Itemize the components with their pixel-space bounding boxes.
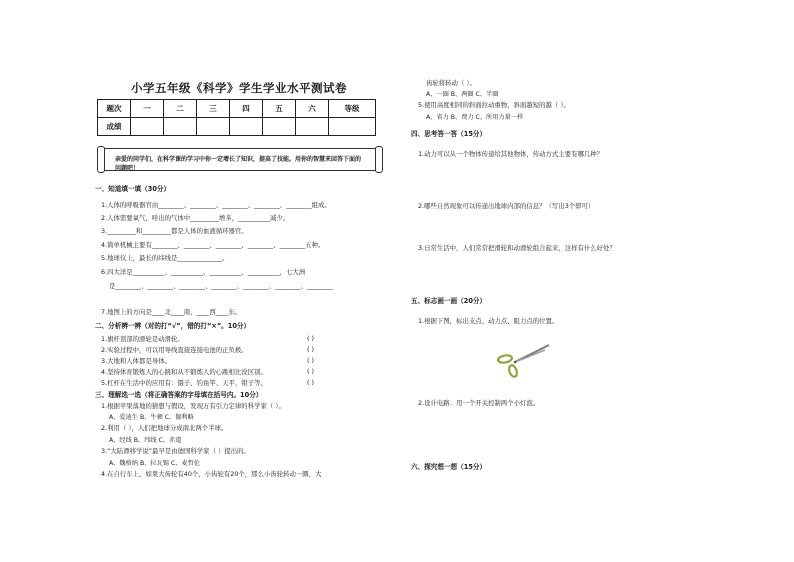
question: 5.使用高度相同的斜面拉动重物，斜面越短的越（ ）。	[418, 101, 570, 109]
score-header-cell: 六	[296, 100, 329, 118]
score-cell[interactable]	[329, 118, 376, 136]
question: 1.人体的呼吸器官由________、________、________、________、________组成。	[101, 201, 331, 209]
question: 3.日常生活中，人们常常把滑轮和动滑轮组合起来，这样有什么好处？	[418, 244, 616, 252]
score-header-cell: 四	[230, 100, 263, 118]
answer-bracket[interactable]: ( )	[307, 334, 315, 342]
score-cell[interactable]	[164, 118, 197, 136]
question: 3.“大陆漂移学说”最早是由德国科学家（ ）提出的。	[101, 447, 250, 455]
section-4-title: 四、思考答一答（15分）	[411, 130, 487, 138]
section-2-title: 二、分析辨一辨（对的打“√”，错的打“×”。10分）	[95, 322, 251, 330]
options: A、魏格纳 B、拉瓦锡 C、麦哲伦	[109, 460, 200, 467]
question: 是________、________、________、________、________、________、________	[109, 282, 333, 290]
question: 1.动力可以从一个物体传递给其他物体，传动方式主要有哪几种？	[418, 150, 604, 158]
options: A、一圈 B、两圈 C、半圈	[426, 91, 499, 98]
question: 1.根据苹果落地的猜想与假设，发现万有引力定律的科学家（ ）。	[101, 402, 285, 410]
scroll-curl-right	[375, 146, 383, 173]
score-cell[interactable]	[197, 118, 230, 136]
question: 5.地球仪上，最长的纬线是______________。	[101, 254, 229, 262]
score-header-cell: 等级	[329, 100, 376, 118]
question: 1.根据下图，标出支点、动力点、阻力点的位置。	[418, 317, 559, 325]
section-3-title: 三、理解选一选（将正确答案的字母填在括号内。10分）	[95, 391, 263, 399]
score-table-value-row	[98, 118, 376, 136]
question: 4.坚持体育锻炼人的心跳和从不锻炼人的心跳相比没区别。	[101, 368, 267, 376]
question: 2.利用（ ），人们把地球分成南北两个半球。	[101, 424, 228, 432]
question: 2.设计电路：用一个开关控制两个小灯泡。	[418, 399, 540, 407]
question: 4.在自行车上，如果大齿轮有40个，小齿轮有20个，那么小齿轮转动一圈，大	[101, 470, 322, 478]
score-row-label: 成绩	[98, 118, 131, 136]
question: 3._________和_________都是人体的血液循环器官。	[101, 227, 248, 235]
question: 4.简单机械主要有________、________、________、________、________五种。	[101, 241, 325, 249]
options: A、爱迪生 B、牛顿 C、伽利略	[109, 414, 194, 421]
answer-bracket[interactable]: ( )	[307, 356, 315, 364]
question: 2.实验过程中，可以用导线直接连接电池的正负极。	[101, 346, 248, 354]
score-cell[interactable]	[296, 118, 329, 136]
page-title: 小学五年级《科学》学生学业水平测试卷	[131, 81, 347, 95]
section-5-title: 五、标志画一画（20分）	[411, 297, 487, 305]
question: 1.旗杆顶部的滑轮是动滑轮。	[101, 335, 184, 343]
answer-bracket[interactable]: ( )	[307, 345, 315, 353]
score-cell[interactable]	[263, 118, 296, 136]
options: A、经线 B、纬线 C、赤道	[109, 437, 182, 444]
score-header-cell: 题次	[98, 100, 131, 118]
question: 2.哪些自然现象可以传递出地球内部的信息？（写出3个即可）	[418, 202, 595, 210]
scissors-illustration	[493, 340, 553, 378]
score-table-header-row	[98, 100, 376, 118]
intro-text: 亲爱的同学们，在科学课的学习中你一定增长了知识，提高了技能。用你的智慧来回答下面的问题吧！	[115, 156, 362, 172]
intro-scroll-banner	[97, 146, 383, 171]
score-cell[interactable]	[131, 118, 164, 136]
question: 7.地图上的方向是____北____南，____西____东。	[101, 308, 242, 316]
score-header-cell: 一	[131, 100, 164, 118]
section-1-title: 一、知道填一填（30分）	[95, 185, 171, 193]
question: 2.人体需要氧气，呼出的气体中_________增多，__________减少。	[101, 214, 290, 222]
score-header-cell: 三	[197, 100, 230, 118]
question: 5.杠杆在生活中的应用有：镊子、钓鱼竿、天平、钳子等。	[101, 379, 267, 387]
score-cell[interactable]	[230, 118, 263, 136]
section-6-title: 六、探究想一想（15分）	[411, 463, 487, 471]
question: 齿轮将转动（ ）。	[426, 79, 476, 87]
question: 6.四大洋是__________、__________、__________、__________，七大洲	[101, 268, 306, 276]
answer-bracket[interactable]: ( )	[307, 378, 315, 386]
options: A、省力 B、费力 C、所用力量一样	[426, 114, 524, 121]
question: 3.大地和人体都是导体。	[101, 357, 172, 365]
score-header-cell: 二	[164, 100, 197, 118]
score-header-cell: 五	[263, 100, 296, 118]
scroll-curl-left	[97, 146, 105, 173]
answer-bracket[interactable]: ( )	[307, 367, 315, 375]
score-table	[97, 99, 376, 136]
